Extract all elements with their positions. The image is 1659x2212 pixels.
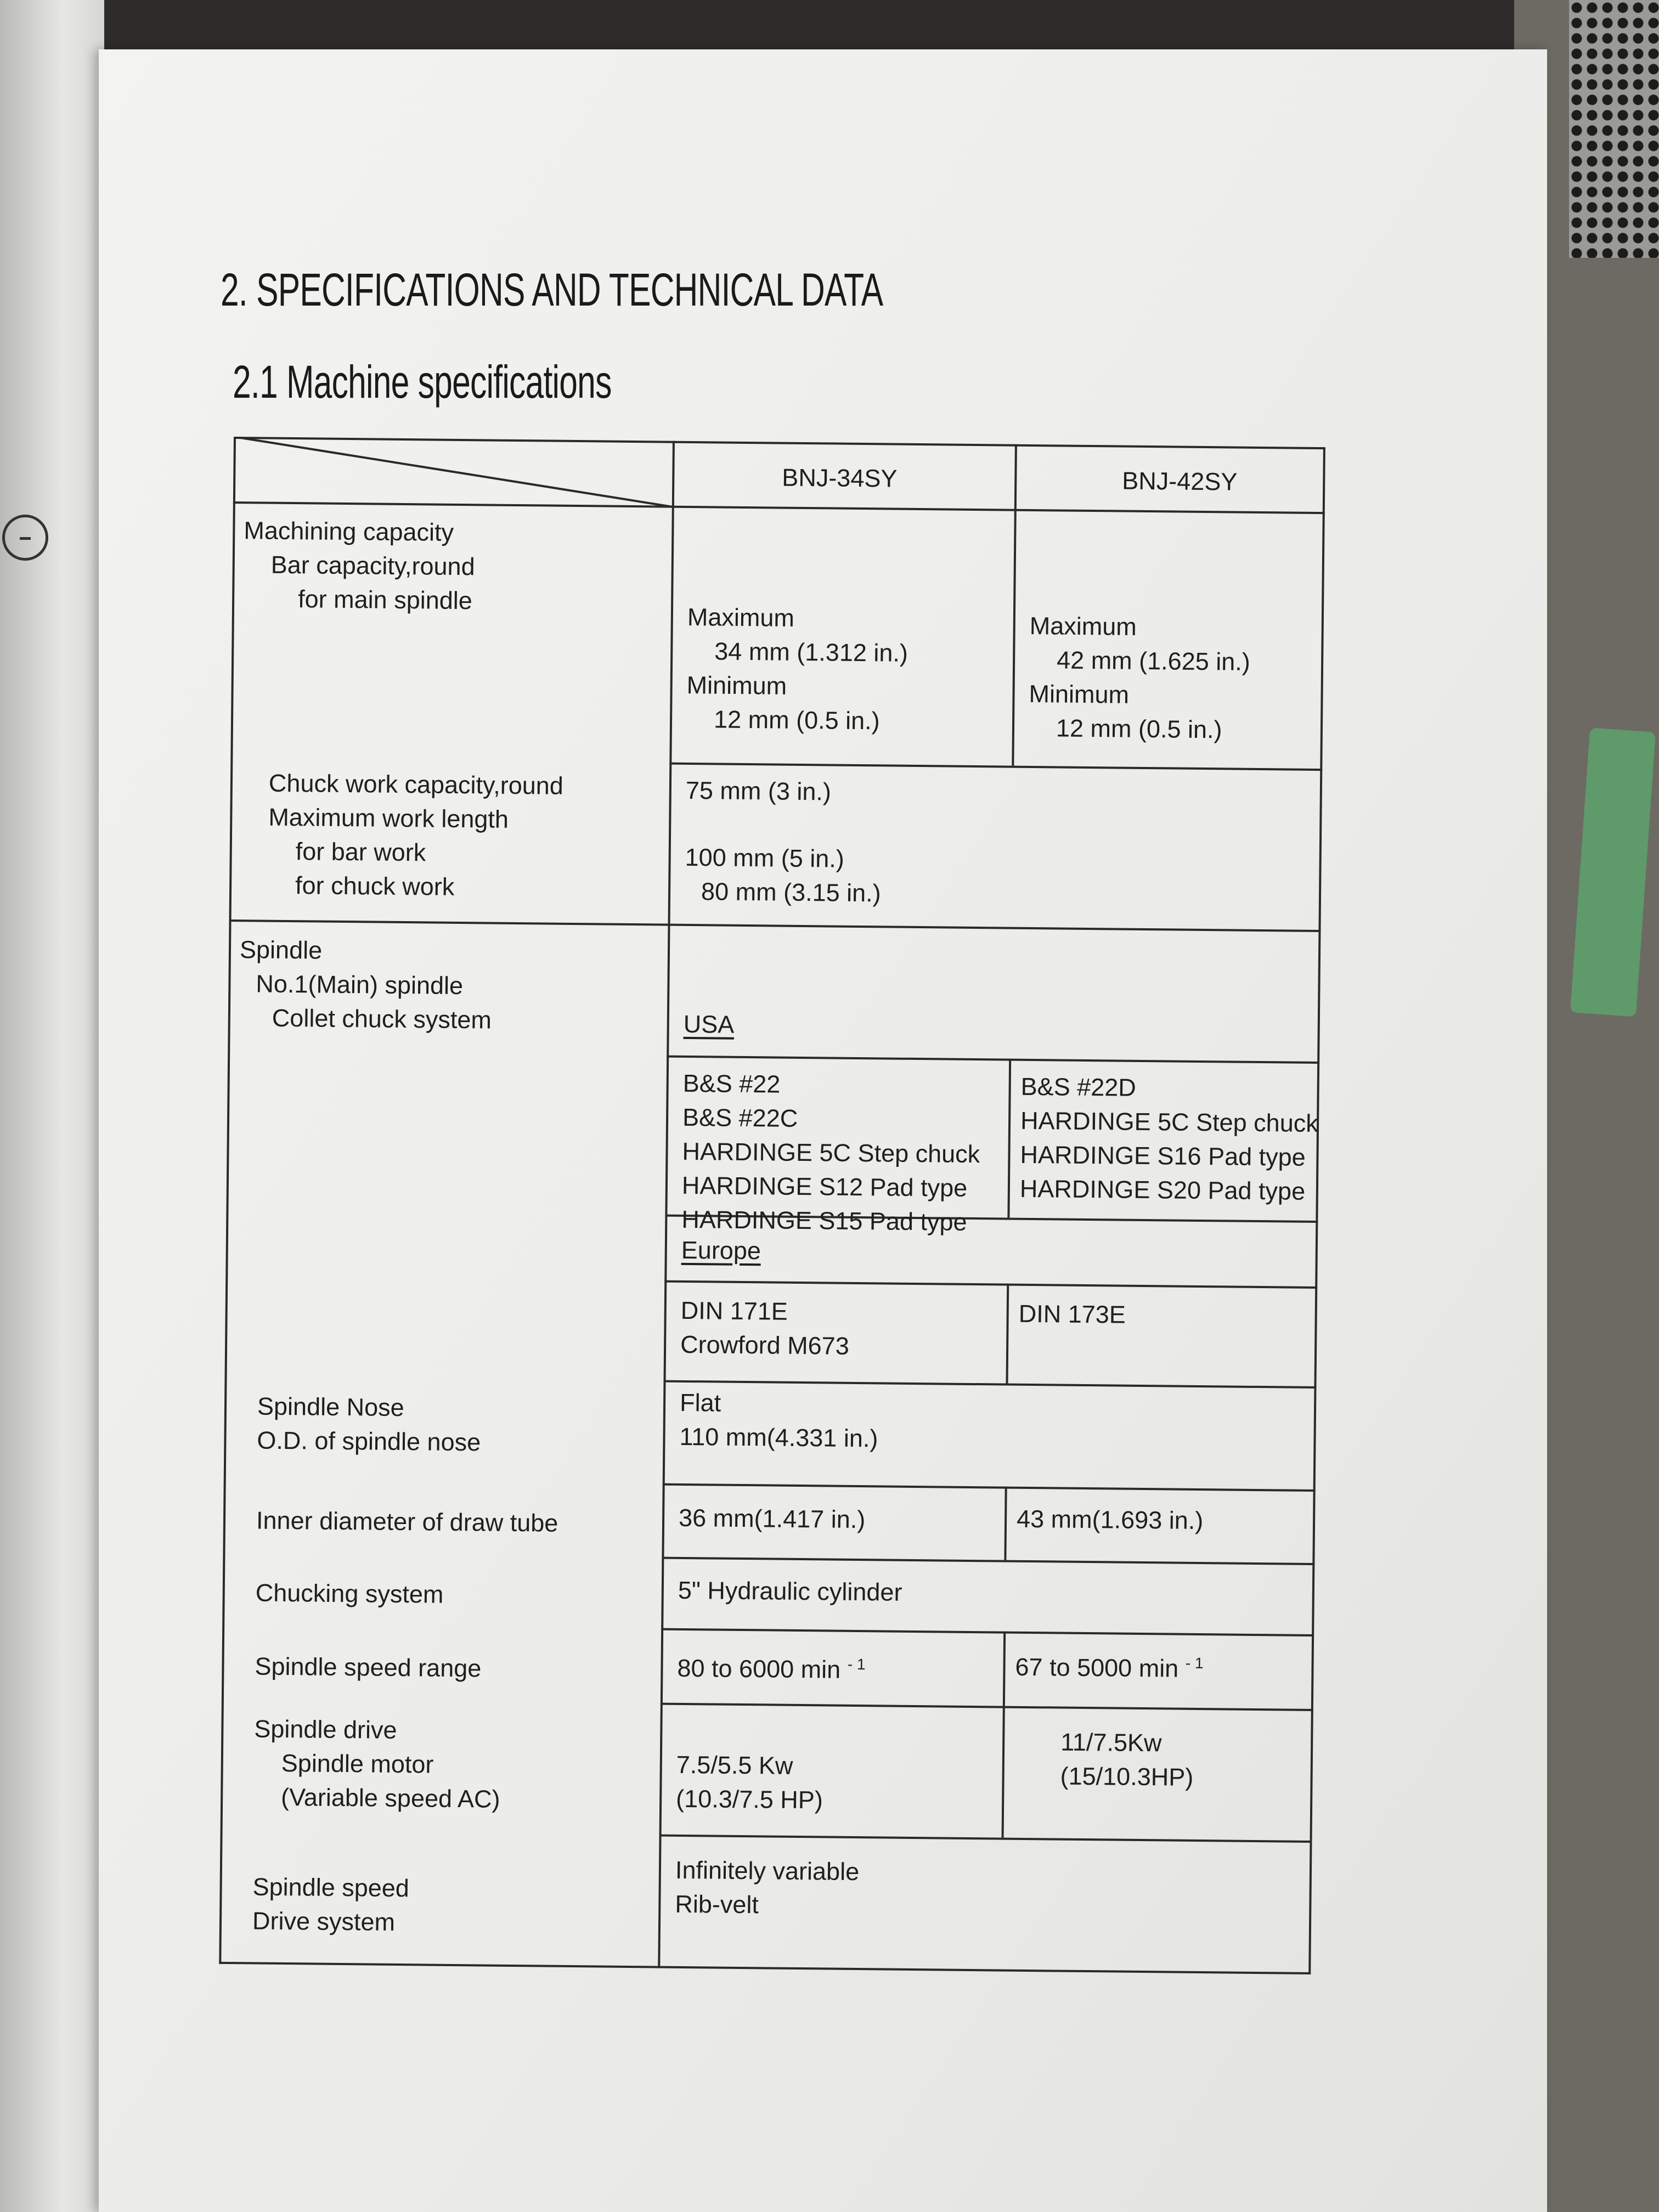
rule-draw-tube	[662, 1557, 1314, 1565]
usa-col2-line2: HARDINGE 5C Step chuck	[1020, 1106, 1319, 1138]
label-spindle-motor: Spindle motor	[281, 1748, 434, 1779]
rule-capacity	[669, 763, 1322, 771]
rule-bottom	[219, 1962, 1311, 1974]
label-max-work-length: Maximum work length	[268, 803, 509, 833]
label-main-spindle-no1: No.1(Main) spindle	[256, 969, 464, 1000]
rule-col-split-3	[1006, 1284, 1009, 1384]
rule-speed	[661, 1703, 1313, 1711]
value-draw-tube-2: 43 mm(1.693 in.)	[1016, 1504, 1204, 1535]
usa-col2-line3: HARDINGE S16 Pad type	[1020, 1140, 1306, 1171]
value-min-2: 12 mm (0.5 in.)	[1056, 714, 1222, 744]
value-bar-work-length: 100 mm (5 in.)	[685, 843, 845, 873]
usa-col1-line3: HARDINGE 5C Step chuck	[682, 1137, 980, 1169]
label-spindle-speed-range: Spindle speed range	[255, 1652, 482, 1683]
value-min-label-1: Minimum	[686, 670, 787, 700]
value-rib-velt: Rib-velt	[675, 1889, 759, 1919]
header-diagonal	[233, 437, 673, 507]
background-grille	[1569, 0, 1659, 258]
label-usa: USA	[683, 1009, 735, 1039]
left-page-edge	[0, 0, 104, 2212]
label-for-chuck-work: for chuck work	[295, 871, 455, 901]
rule-col-split-1	[1012, 444, 1017, 766]
label-od-spindle-nose: O.D. of spindle nose	[257, 1426, 481, 1457]
rule-europe	[664, 1280, 1317, 1289]
value-drive-2-kw: 11/7.5Kw	[1060, 1728, 1162, 1757]
label-chucking-system: Chucking system	[255, 1578, 444, 1609]
europe-col2-line1: DIN 173E	[1018, 1299, 1126, 1329]
value-speed-variable: Infinitely variable	[675, 1855, 860, 1886]
section-title: 2. SPECIFICATIONS AND TECHNICAL DATA	[221, 264, 883, 315]
value-min-1: 12 mm (0.5 in.)	[713, 705, 880, 735]
rule-europe-end	[663, 1380, 1316, 1389]
label-main-spindle: for main spindle	[297, 585, 473, 615]
label-spindle-drive: Spindle drive	[254, 1714, 397, 1744]
label-draw-tube: Inner diameter of draw tube	[256, 1506, 558, 1537]
value-chuck-work-length: 80 mm (3.15 in.)	[701, 877, 881, 907]
label-bar-capacity: Bar capacity,round	[270, 550, 475, 581]
label-machining-capacity: Machining capacity	[244, 516, 454, 546]
spec-table	[218, 437, 1391, 2050]
value-speed-range-2: 67 to 5000 min $^{- 1}$	[1015, 1652, 1204, 1683]
value-max-1: 34 mm (1.312 in.)	[714, 637, 909, 667]
rule-spindle	[229, 919, 1321, 932]
value-nose-od: 110 mm(4.331 in.)	[679, 1422, 878, 1453]
value-min-label-2: Minimum	[1029, 679, 1130, 709]
europe-col1-line1: DIN 171E	[680, 1296, 788, 1325]
rule-col-split-4	[1004, 1487, 1007, 1560]
label-spindle-speed: Spindle speed	[252, 1872, 410, 1903]
rule-label-col	[658, 441, 675, 1968]
value-nose-type: Flat	[679, 1388, 721, 1417]
value-draw-tube-1: 36 mm(1.417 in.)	[678, 1503, 866, 1534]
usa-col1-line5: HARDINGE S15 Pad type	[681, 1205, 967, 1236]
label-variable-speed-ac: (Variable speed AC)	[280, 1782, 500, 1813]
margin-circle-mark	[2, 515, 48, 561]
label-spindle: Spindle	[239, 935, 323, 964]
usa-col1-line4: HARDINGE S12 Pad type	[681, 1171, 968, 1202]
value-max-label-2: Maximum	[1029, 611, 1137, 641]
value-speed-range-1: 80 to 6000 min $^{- 1}$	[677, 1654, 866, 1684]
value-drive-1-hp: (10.3/7.5 HP)	[675, 1784, 823, 1814]
usa-col2-line4: HARDINGE S20 Pad type	[1019, 1174, 1306, 1205]
value-chucking-system: 5" Hydraulic cylinder	[678, 1576, 902, 1606]
value-max-2: 42 mm (1.625 in.)	[1056, 646, 1251, 676]
rule-drive	[659, 1835, 1312, 1843]
usa-col1-line1: B&S #22	[682, 1069, 781, 1098]
rule-right	[1308, 447, 1325, 1974]
rule-usa	[667, 1056, 1319, 1064]
label-drive-system: Drive system	[252, 1906, 396, 1936]
rule-chucking	[661, 1628, 1314, 1637]
subsection-title: 2.1 Machine specifications	[233, 356, 612, 408]
value-drive-2-hp: (15/10.3HP)	[1060, 1762, 1194, 1791]
rule-nose	[663, 1483, 1316, 1492]
label-collet-chuck-system: Collet chuck system	[272, 1003, 492, 1034]
label-europe: Europe	[681, 1235, 761, 1265]
usa-col2-line1: B&S #22D	[1020, 1072, 1137, 1102]
usa-col1-line2: B&S #22C	[682, 1103, 798, 1132]
label-spindle-nose: Spindle Nose	[257, 1392, 404, 1422]
value-drive-1-kw: 7.5/5.5 Kw	[676, 1750, 793, 1780]
label-chuck-work-capacity: Chuck work capacity,round	[268, 769, 564, 800]
column-header-bnj-42sy: BNJ-42SY	[1122, 466, 1238, 496]
rule-col-split-2	[1007, 1059, 1011, 1218]
value-max-label-1: Maximum	[687, 602, 795, 632]
rule-col-split-5	[1002, 1632, 1006, 1838]
label-for-bar-work: for bar work	[295, 837, 426, 867]
column-header-bnj-34sy: BNJ-34SY	[782, 463, 898, 493]
europe-col1-line2: Crowford M673	[680, 1330, 850, 1360]
value-chuck-capacity: 75 mm (3 in.)	[685, 776, 832, 806]
